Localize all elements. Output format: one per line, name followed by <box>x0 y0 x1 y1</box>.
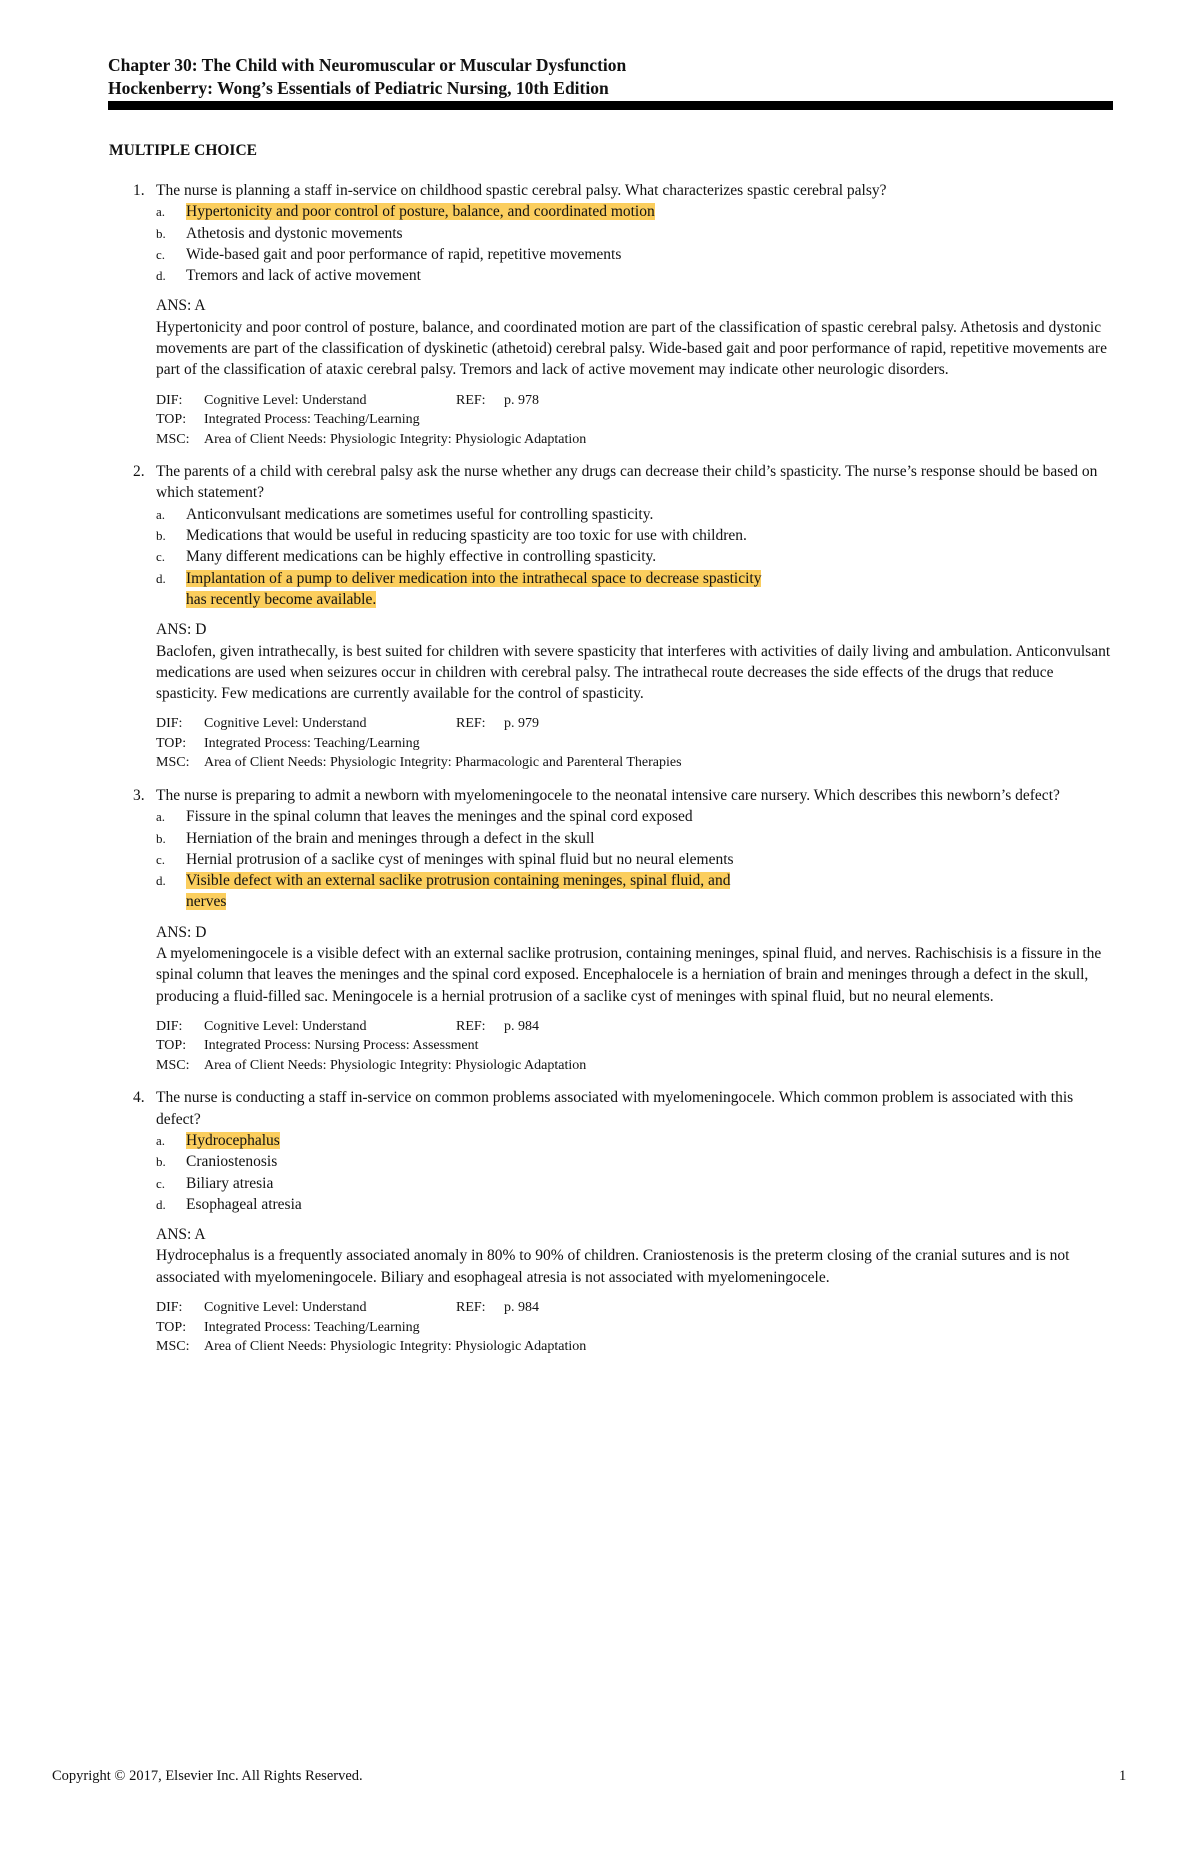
option-letter: a. <box>156 204 166 220</box>
question-stem: The nurse is conducting a staff in-service on common problems associated with myelomeningocele. Which common problem is associated with this defect? <box>156 1089 1074 1128</box>
ref-value: p. 984 <box>504 1300 539 1316</box>
ref-label: REF: <box>456 1300 486 1316</box>
option-d <box>156 1194 1086 1215</box>
option-a <box>156 504 1086 525</box>
copyright-notice: Copyright © 2017, Elsevier Inc. All Rights Reserved. <box>52 1768 363 1784</box>
ref-value: p. 984 <box>504 1018 539 1034</box>
question-stem: The nurse is preparing to admit a newborn with myelomeningocele to the neonatal intensive care nursery. Which describes this newborn’s defect? <box>156 786 1060 804</box>
option-text: Tremors and lack of active movement <box>186 267 421 285</box>
document-header <box>108 54 1113 100</box>
option-list <box>156 1130 1117 1215</box>
question-number: 3. <box>133 786 145 804</box>
option-c <box>156 546 1086 567</box>
option-text: Biliary atresia <box>186 1174 274 1192</box>
ref-value: p. 979 <box>504 716 539 732</box>
question-4 <box>109 1087 1117 1356</box>
option-letter: a. <box>156 809 166 825</box>
answer-key: ANS: A <box>156 1226 206 1244</box>
option-d <box>156 568 766 611</box>
section-title: MULTIPLE CHOICE <box>109 142 257 159</box>
dif-label: DIF: <box>156 1018 183 1034</box>
option-c <box>156 1173 1086 1194</box>
msc-value: Area of Client Needs: Physiologic Integrity: Pharmacologic and Parenteral Therapies <box>204 755 682 771</box>
option-a <box>156 1130 1086 1151</box>
top-label: TOP: <box>156 735 187 751</box>
option-letter: b. <box>156 830 166 846</box>
question-list <box>109 180 1117 1369</box>
option-text: Esophageal atresia <box>186 1195 302 1213</box>
top-value: Integrated Process: Nursing Process: Assessment <box>204 1038 479 1054</box>
msc-value: Area of Client Needs: Physiologic Integrity: Physiologic Adaptation <box>204 1057 587 1073</box>
dif-value: Cognitive Level: Understand <box>204 1018 367 1034</box>
top-value: Integrated Process: Teaching/Learning <box>204 735 420 751</box>
ref-label: REF: <box>456 1018 486 1034</box>
option-b <box>156 828 1086 849</box>
top-label: TOP: <box>156 412 187 428</box>
answer-key: ANS: D <box>156 621 207 639</box>
option-a <box>156 201 1086 222</box>
question-metadata <box>156 714 1117 773</box>
option-text: Many different medications can be highly effective in controlling spasticity. <box>186 548 657 566</box>
option-list <box>156 806 1117 912</box>
option-a <box>156 806 1086 827</box>
option-letter: c. <box>156 1175 166 1191</box>
option-d <box>156 265 1086 286</box>
option-text: Athetosis and dystonic movements <box>186 224 403 242</box>
option-text: Anticonvulsant medications are sometimes useful for controlling spasticity. <box>186 505 654 523</box>
option-c <box>156 849 766 870</box>
question-3 <box>109 785 1117 1075</box>
msc-label: MSC: <box>156 1057 190 1073</box>
top-label: TOP: <box>156 1038 187 1054</box>
option-b <box>156 525 766 546</box>
option-list <box>156 504 1117 610</box>
option-text: Craniostenosis <box>186 1153 278 1171</box>
dif-value: Cognitive Level: Understand <box>204 392 367 408</box>
question-number: 1. <box>133 182 145 199</box>
answer-key: ANS: A <box>156 297 206 315</box>
option-letter: b. <box>156 1154 166 1170</box>
chapter-title: Chapter 30: The Child with Neuromuscular or Muscular Dysfunction <box>108 55 627 75</box>
question-metadata <box>156 391 1117 450</box>
option-letter: d. <box>156 873 166 889</box>
question-metadata <box>156 1298 1117 1357</box>
highlighted-option-text: Hydrocephalus <box>186 1132 280 1149</box>
rationale: Hypertonicity and poor control of posture, balance, and coordinated motion are part of the classification of spastic cerebral palsy. Athetosis and dystonic movements are part of the classification of dyskinetic (athetoid) cerebral palsy. Wide-based gait and poor performance of rapid, repetitive movements are part of the classification of ataxic cerebral palsy. Tremors and lack of active movement may indicate other neurologic disorders. <box>156 318 1107 379</box>
question-stem: The nurse is planning a staff in-service on childhood spastic cerebral palsy. What characterizes spastic cerebral palsy? <box>156 182 887 199</box>
option-list <box>156 201 1117 286</box>
msc-label: MSC: <box>156 431 190 447</box>
question-number: 2. <box>133 463 145 481</box>
question-stem: The parents of a child with cerebral palsy ask the nurse whether any drugs can decrease their child’s spasticity. The nurse’s response should be based on which statement? <box>156 463 1098 502</box>
question-number: 4. <box>133 1089 145 1107</box>
dif-value: Cognitive Level: Understand <box>204 716 367 732</box>
question-2 <box>109 461 1117 773</box>
question-metadata <box>156 1017 1117 1076</box>
dif-value: Cognitive Level: Understand <box>204 1300 367 1316</box>
option-c <box>156 244 1086 265</box>
dif-label: DIF: <box>156 392 183 408</box>
option-letter: d. <box>156 570 166 586</box>
msc-label: MSC: <box>156 755 190 771</box>
ref-label: REF: <box>456 716 486 732</box>
option-letter: a. <box>156 1133 166 1148</box>
option-b <box>156 1151 1086 1172</box>
question-1 <box>109 180 1117 449</box>
highlighted-option-text: Visible defect with an external saclike protrusion containing meninges, spinal fluid, and nerves <box>186 872 731 911</box>
ref-label: REF: <box>456 392 486 408</box>
ref-value: p. 978 <box>504 392 539 408</box>
option-letter: b. <box>156 528 166 544</box>
option-text: Fissure in the spinal column that leaves the meninges and the spinal cord exposed <box>186 808 693 826</box>
option-text: Herniation of the brain and meninges through a defect in the skull <box>186 829 595 847</box>
option-letter: a. <box>156 506 166 522</box>
option-letter: b. <box>156 225 166 241</box>
option-text: Hernial protrusion of a saclike cyst of meninges with spinal fluid but no neural elements <box>186 850 734 868</box>
top-value: Integrated Process: Teaching/Learning <box>204 412 420 428</box>
rationale: A myelomeningocele is a visible defect with an external saclike protrusion, containing meninges, spinal fluid, and nerves. Rachischisis is a fissure in the spinal column that leaves the meninges and the spinal cord exposed. Encephalocele is a herniation of brain and meninges through a defect in the skull, producing a fluid-filled sac. Meningocele is a hernial protrusion of a saclike cyst of meninges with spinal fluid, but no neural elements. <box>156 945 1102 1005</box>
msc-label: MSC: <box>156 1339 190 1355</box>
option-letter: c. <box>156 549 166 565</box>
option-text: Medications that would be useful in reducing spasticity are too toxic for use with children. <box>186 527 747 545</box>
top-value: Integrated Process: Teaching/Learning <box>204 1319 420 1335</box>
option-b <box>156 223 1086 244</box>
highlighted-option-text: Hypertonicity and poor control of posture, balance, and coordinated motion <box>186 203 655 221</box>
book-title: Hockenberry: Wong’s Essentials of Pediatric Nursing, 10th Edition <box>108 78 609 98</box>
option-letter: c. <box>156 246 166 262</box>
header-rule <box>108 101 1113 110</box>
option-letter: c. <box>156 851 166 867</box>
msc-value: Area of Client Needs: Physiologic Integrity: Physiologic Adaptation <box>204 431 587 447</box>
dif-label: DIF: <box>156 1300 183 1316</box>
msc-value: Area of Client Needs: Physiologic Integrity: Physiologic Adaptation <box>204 1339 587 1355</box>
rationale: Baclofen, given intrathecally, is best suited for children with severe spasticity that interferes with activities of daily living and ambulation. Anticonvulsant medications are used when seizures occur in children with cerebral palsy. The intrathecal route decreases the side effects of the drugs that reduce spasticity. Few medications are currently available for the control of spasticity. <box>156 642 1111 703</box>
option-text: Wide-based gait and poor performance of rapid, repetitive movements <box>186 245 622 263</box>
rationale: Hydrocephalus is a frequently associated anomaly in 80% to 90% of children. Craniostenosis is the preterm closing of the cranial sutures and is not associated with myelomeningocele. Biliary and esophageal atresia is not associated with myelomeningocele. <box>156 1247 1070 1286</box>
option-d <box>156 870 766 913</box>
page-number: 1 <box>1119 1768 1127 1784</box>
highlighted-option-text: Implantation of a pump to deliver medication into the intrathecal space to decrease spasticity has recently become available. <box>186 569 762 608</box>
top-label: TOP: <box>156 1319 187 1335</box>
dif-label: DIF: <box>156 716 183 732</box>
option-letter: d. <box>156 268 166 284</box>
answer-key: ANS: D <box>156 923 207 941</box>
option-letter: d. <box>156 1196 166 1212</box>
